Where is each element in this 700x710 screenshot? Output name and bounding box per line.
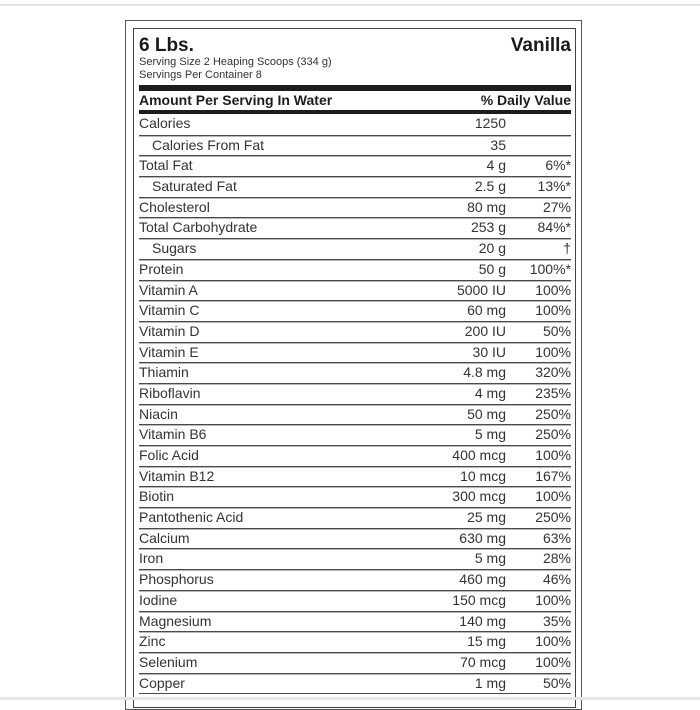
nutrient-row	[139, 528, 571, 549]
nutrient-daily-value: 250%	[535, 509, 571, 526]
nutrient-amount: 10 mcg	[460, 467, 506, 484]
nutrient-daily-value: 250%	[535, 405, 571, 422]
nutrient-daily-value	[506, 136, 571, 156]
nutrient-name: Zinc	[139, 633, 166, 650]
top-divider	[0, 4, 700, 6]
nutrient-name: Total Carbohydrate	[139, 219, 258, 236]
nutrient-amount: 4.8 mg	[463, 364, 506, 381]
nutrient-row	[139, 673, 571, 694]
nutrient-amount: 1 mg	[474, 674, 506, 691]
nutrient-amount: 400 mcg	[452, 447, 506, 463]
nutrient-name: Vitamin A	[139, 281, 198, 298]
nutrient-daily-value: 100%*	[529, 260, 571, 277]
nutrient-row	[139, 217, 571, 238]
nutrient-amount: 253 g	[470, 219, 506, 236]
nutrient-name: Selenium	[139, 653, 198, 670]
nutrient-amount: 4 g	[486, 157, 506, 174]
nutrient-daily-value: 50%	[542, 674, 571, 691]
nutrient-row	[139, 259, 571, 280]
nutrient-name: Cholesterol	[139, 198, 210, 215]
flavor: Vanilla	[510, 35, 571, 56]
nutrient-row	[139, 445, 571, 466]
nutrient-row	[139, 342, 571, 363]
nutrient-row	[139, 548, 571, 569]
nutrient-name: Saturated Fat	[152, 178, 237, 195]
nutrient-name: Phosphorus	[139, 571, 214, 588]
nutrient-row	[139, 321, 571, 342]
nutrient-name: Riboflavin	[139, 384, 201, 401]
nutrient-daily-value: 46%	[542, 571, 571, 588]
nutrient-name: Niacin	[139, 405, 178, 422]
nutrient-name: Protein	[139, 260, 184, 277]
nutrient-name: Iodine	[139, 591, 178, 608]
nutrient-daily-value: 63%	[542, 529, 571, 546]
nutrient-daily-value: 6%*	[545, 157, 571, 174]
nutrient-daily-value: 100%	[535, 343, 571, 360]
nutrient-amount: 5 mg	[474, 426, 506, 443]
nutrient-daily-value: 100%	[535, 488, 571, 505]
nutrient-daily-value: 50%	[542, 322, 571, 339]
nutrient-name: Calories	[139, 115, 191, 131]
nutrient-name: Calcium	[139, 529, 190, 546]
nutrient-row	[139, 280, 571, 301]
nutrient-daily-value: †	[563, 240, 571, 257]
nutrient-amount: 20 g	[478, 240, 506, 257]
nutrient-amount: 30 IU	[472, 343, 506, 360]
nutrient-row	[139, 486, 571, 507]
nutrient-row	[139, 114, 571, 135]
nutrient-daily-value: 250%	[535, 426, 571, 443]
nutrient-row	[139, 362, 571, 383]
nutrient-amount: 4 mg	[474, 384, 506, 401]
nutrient-amount: 25 mg	[467, 509, 506, 526]
nutrient-amount: 35	[490, 136, 506, 153]
nutrient-name: Vitamin C	[139, 302, 200, 319]
nutrient-name: Biotin	[139, 488, 175, 505]
nutrient-amount: 140 mg	[459, 612, 506, 629]
nutrient-row	[139, 466, 571, 487]
container-size: 6 Lbs.	[139, 35, 194, 56]
nutrient-name: Sugars	[152, 240, 197, 257]
nutrient-daily-value: 28%	[542, 550, 571, 567]
nutrient-daily-value: 100%	[535, 591, 571, 608]
nutrient-row	[139, 197, 571, 218]
nutrient-row	[139, 238, 571, 259]
nutrient-daily-value: 320%	[535, 364, 571, 381]
nutrient-row	[139, 652, 571, 673]
nutrient-amount: 2.5 g	[474, 178, 506, 195]
nutrient-name: Vitamin E	[139, 343, 199, 360]
nutrient-amount: 5 mg	[474, 550, 506, 567]
nutrient-daily-value: 235%	[535, 384, 571, 401]
nutrient-row	[139, 404, 571, 425]
nutrient-daily-value: 100%	[535, 633, 571, 650]
servings-per-container: Servings Per Container 8	[139, 69, 262, 81]
nutrient-daily-value: 100%	[535, 447, 571, 463]
nutrient-daily-value: 100%	[535, 281, 571, 298]
nutrient-table	[139, 114, 571, 693]
nutrient-row	[139, 611, 571, 632]
nutrient-name: Pantothenic Acid	[139, 509, 244, 526]
nutrient-daily-value	[506, 114, 571, 135]
nutrient-daily-value: 27%	[542, 198, 571, 215]
nutrition-facts-label	[139, 29, 571, 694]
nutrient-daily-value: 84%*	[537, 219, 571, 236]
nutrient-name: Vitamin B12	[139, 467, 215, 484]
nutrient-name: Folic Acid	[139, 447, 199, 463]
nutrient-amount: 15 mg	[467, 633, 506, 650]
nutrient-name: Magnesium	[139, 612, 212, 629]
nutrient-amount: 60 mg	[467, 302, 506, 319]
nutrient-row	[139, 424, 571, 445]
nutrient-row	[139, 176, 571, 197]
amount-per-serving-label: Amount Per Serving In Water	[139, 92, 333, 108]
nutrient-amount: 50 g	[478, 260, 506, 277]
nutrient-name: Vitamin D	[139, 322, 200, 339]
nutrient-name: Thiamin	[139, 364, 189, 381]
nutrient-daily-value: 13%*	[537, 178, 571, 195]
nutrient-daily-value: 167%	[535, 467, 571, 484]
nutrient-name: Copper	[139, 674, 185, 691]
nutrient-row	[139, 383, 571, 404]
nutrient-amount: 630 mg	[459, 529, 506, 546]
serving-size: Serving Size 2 Heaping Scoops (334 g)	[139, 56, 332, 68]
nutrient-name: Vitamin B6	[139, 426, 207, 443]
nutrient-amount: 80 mg	[467, 198, 506, 215]
nutrient-amount: 1250	[474, 115, 506, 131]
nutrient-daily-value: 100%	[535, 653, 571, 670]
label-title-row	[139, 29, 571, 56]
nutrient-amount: 70 mcg	[460, 653, 506, 670]
nutrient-daily-value: 35%	[542, 612, 571, 629]
nutrient-name: Iron	[139, 550, 164, 567]
row-divider	[139, 693, 571, 694]
nutrient-amount: 460 mg	[459, 571, 506, 588]
nutrient-row	[139, 155, 571, 176]
nutrient-daily-value: 100%	[535, 302, 571, 319]
nutrient-name: Total Fat	[139, 157, 193, 174]
nutrient-row	[139, 300, 571, 321]
nutrient-amount: 300 mcg	[452, 488, 506, 505]
nutrient-amount: 200 IU	[464, 322, 506, 339]
nutrient-amount: 5000 IU	[456, 281, 506, 298]
nutrient-amount: 150 mcg	[452, 591, 506, 608]
daily-value-label: % Daily Value	[480, 92, 571, 108]
table-header	[139, 91, 571, 110]
nutrient-row	[139, 631, 571, 652]
nutrient-row	[139, 569, 571, 590]
nutrient-name: Calories From Fat	[152, 136, 265, 153]
nutrient-amount: 50 mg	[467, 405, 506, 422]
nutrient-row	[139, 135, 571, 156]
nutrient-row	[139, 590, 571, 611]
nutrient-row	[139, 507, 571, 528]
